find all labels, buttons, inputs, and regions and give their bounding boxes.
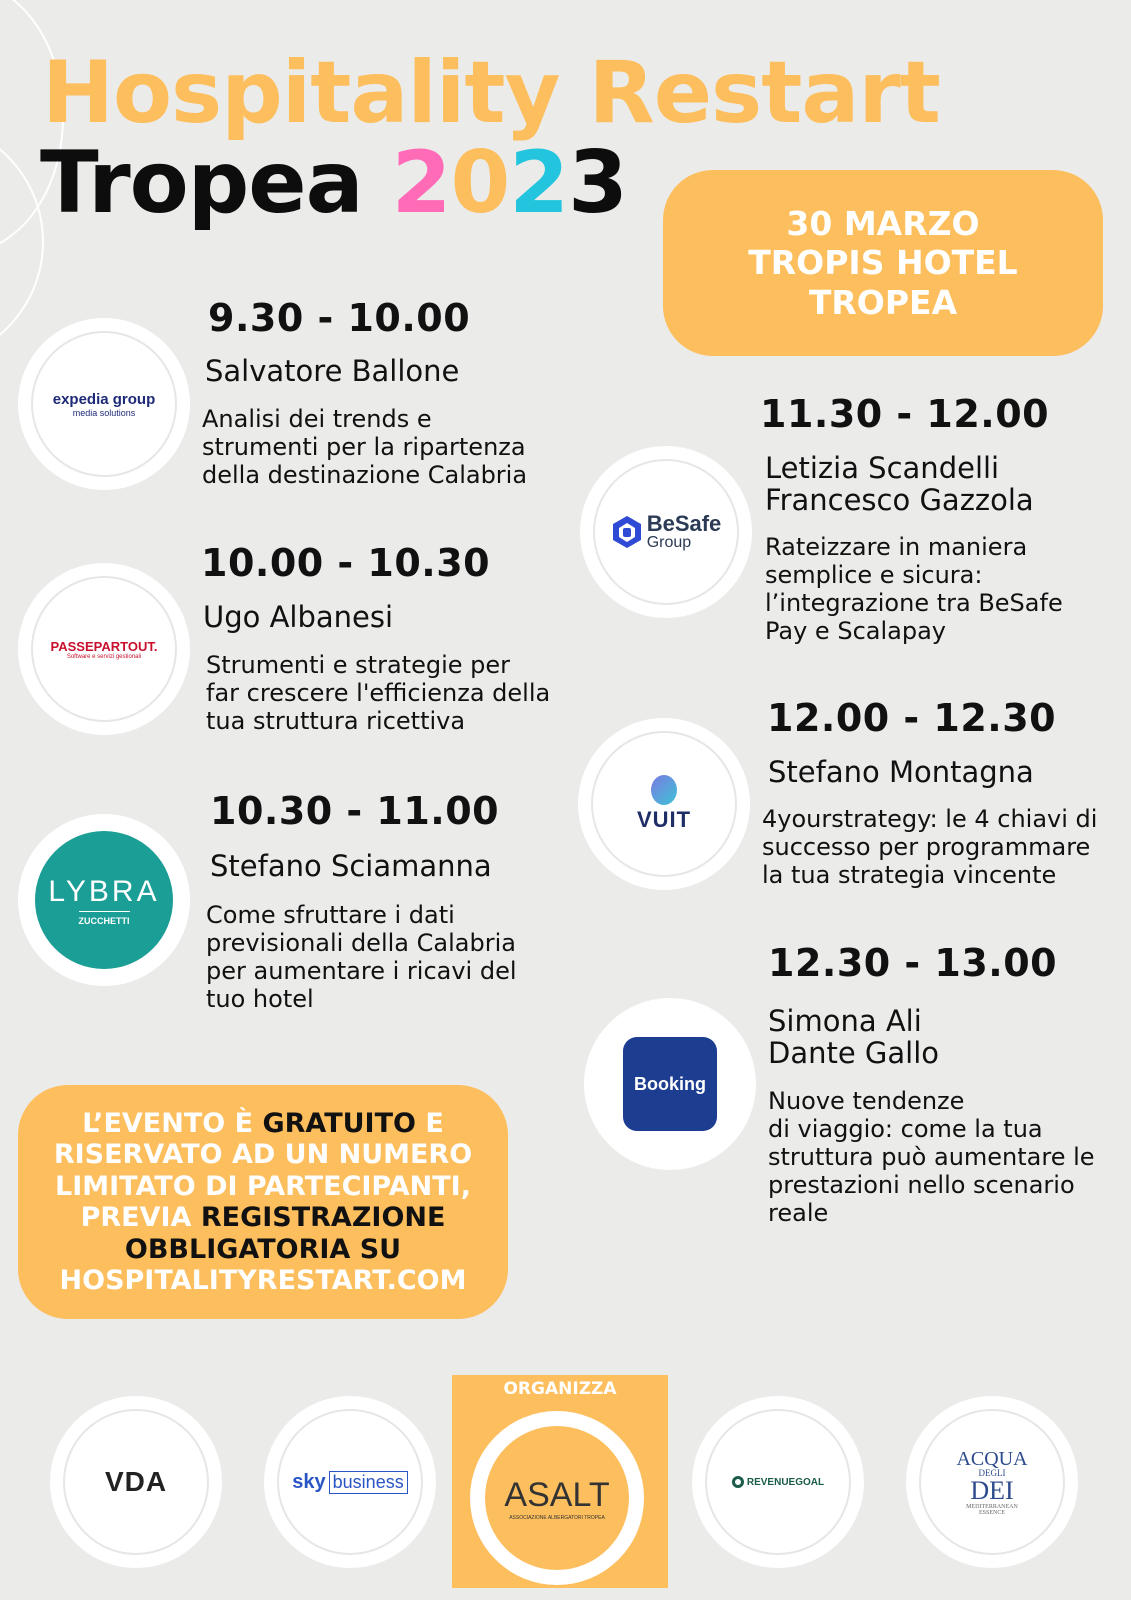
asalt-logo [470, 1411, 644, 1585]
notice-highlight: OBBLIGATORIA SU [124, 1233, 402, 1265]
session-time: 11.30 - 12.00 [760, 392, 1050, 436]
logo-text: VDA [104, 1466, 168, 1497]
event-subtitle [40, 133, 627, 233]
speaker-names [768, 1005, 939, 1069]
session-description [206, 901, 517, 1013]
logo-subtext: ESSENCE [978, 1509, 1005, 1516]
description-line: per aumentare i ricavi del [206, 957, 517, 985]
speaker-names [765, 452, 1034, 516]
session-description [202, 405, 527, 489]
description-line: tua struttura ricettiva [206, 707, 466, 735]
event-city: TROPEA [808, 282, 958, 322]
vda-logo [50, 1396, 222, 1568]
year-digit: 3 [568, 133, 627, 233]
acqua-degli-dei-logo [906, 1396, 1078, 1568]
description-line: prestazioni nello scenario [768, 1171, 1075, 1199]
logo-subtext: ASSOCIAZIONE ALBERGATORI TROPEA [509, 1514, 605, 1521]
description-line: successo per programmare [762, 833, 1091, 861]
description-line: la tua strategia vincente [762, 861, 1057, 889]
session-description [206, 651, 550, 735]
logo-text: ASALT [504, 1475, 610, 1514]
description-line: di viaggio: come la tua [768, 1115, 1043, 1143]
vuit-logo [578, 718, 750, 890]
speaker-name: Letizia Scandelli [765, 451, 1000, 485]
lybra-logo [18, 814, 190, 986]
logo-text: LYBRA [48, 874, 160, 908]
logo-text: sky [292, 1470, 326, 1493]
booking-logo [584, 998, 756, 1170]
vuit-mark-icon [651, 775, 677, 805]
notice-text: PREVIA [80, 1202, 201, 1233]
expedia-group-logo [18, 318, 190, 490]
logo-text: expedia group [52, 390, 156, 408]
logo-text: DEGLI [978, 1467, 1006, 1478]
description-line: della destinazione Calabria [202, 461, 528, 489]
session-description [762, 805, 1097, 889]
year-digit: 2 [509, 133, 569, 233]
speaker-name: Francesco Gazzola [765, 483, 1034, 517]
description-line: Nuove tendenze [768, 1087, 965, 1115]
description-line: Strumenti e strategie per [206, 651, 511, 679]
session-description [765, 533, 1063, 645]
event-date: 30 MARZO [786, 203, 980, 243]
notice-highlight: REGISTRAZIONE [200, 1202, 446, 1233]
description-line: l’integrazione tra BeSafe [765, 589, 1063, 617]
speaker-name: Simona Ali [768, 1004, 922, 1038]
logo-subtext: media solutions [72, 407, 136, 418]
speaker-name: Ugo Albanesi [203, 600, 394, 634]
notice-highlight: GRATUITO [262, 1107, 416, 1139]
logo-text: Booking [623, 1037, 717, 1131]
logo-subtext: ZUCCHETTI [79, 911, 130, 926]
description-line: struttura può aumentare le [768, 1143, 1095, 1171]
logo-text: BeSafe [646, 511, 722, 536]
passepartout-logo [18, 563, 190, 735]
logo-text: DEI [970, 1475, 1014, 1505]
session-time: 10.30 - 11.00 [210, 789, 500, 833]
description-line: far crescere l'efficienza della [206, 679, 551, 707]
sky-business-logo [264, 1396, 436, 1568]
event-date-venue-box [663, 170, 1103, 356]
description-line: Rateizzare in maniera [765, 533, 1028, 561]
notice-text: RISERVATO AD UN NUMERO [53, 1139, 473, 1170]
notice-text: LIMITATO DI PARTECIPANTI, [55, 1170, 471, 1202]
session-time: 12.30 - 13.00 [768, 941, 1058, 985]
year-digit: 2 [391, 133, 451, 233]
target-icon [732, 1476, 744, 1488]
logo-text: business [329, 1471, 408, 1494]
speaker-name: Dante Gallo [768, 1036, 940, 1070]
notice-text: L’EVENTO È [82, 1107, 263, 1139]
logo-subtext: Group [646, 534, 692, 551]
speaker-name: Stefano Montagna [768, 755, 1034, 789]
logo-subtext: Software e servizi gestionali [66, 653, 142, 660]
logo-text: VUIT [636, 807, 692, 832]
organizer-box [452, 1375, 668, 1588]
registration-notice [18, 1085, 508, 1319]
description-line: Pay e Scalapay [765, 617, 946, 645]
session-time: 12.00 - 12.30 [767, 696, 1057, 740]
shield-icon [611, 514, 643, 550]
city-name: Tropea [40, 133, 363, 233]
session-time: 10.00 - 10.30 [201, 541, 491, 585]
description-line: reale [768, 1199, 829, 1227]
session-description [768, 1087, 1095, 1227]
year-digit: 0 [450, 133, 510, 233]
description-line: semplice e sicura: [765, 561, 983, 589]
registration-website: HOSPITALITYRESTART.COM [59, 1265, 467, 1296]
description-line: Analisi dei trends e [202, 405, 432, 433]
session-time: 9.30 - 10.00 [208, 296, 471, 340]
description-line: previsionali della Calabria [206, 929, 516, 957]
speaker-name: Salvatore Ballone [205, 354, 460, 388]
organizer-label: ORGANIZZA [503, 1379, 617, 1399]
speaker-name: Stefano Sciamanna [210, 849, 492, 883]
logo-text: REVENUEGOAL [746, 1476, 825, 1488]
besafe-group-logo [580, 446, 752, 618]
description-line: 4yourstrategy: le 4 chiavi di [762, 805, 1098, 833]
description-line: strumenti per la ripartenza [202, 433, 526, 461]
logo-subtext: MEDITERRANEAN [966, 1503, 1018, 1510]
logo-text: PASSEPARTOUT. [50, 638, 158, 654]
description-line: tuo hotel [206, 985, 314, 1013]
revenuegoal-logo [692, 1396, 864, 1568]
description-line: Come sfruttare i dati [206, 901, 455, 929]
event-title: Hospitality Restart [42, 43, 940, 143]
notice-text: E [415, 1107, 444, 1139]
logo-text: ACQUA [956, 1447, 1028, 1470]
event-venue: TROPIS HOTEL [748, 243, 1018, 283]
